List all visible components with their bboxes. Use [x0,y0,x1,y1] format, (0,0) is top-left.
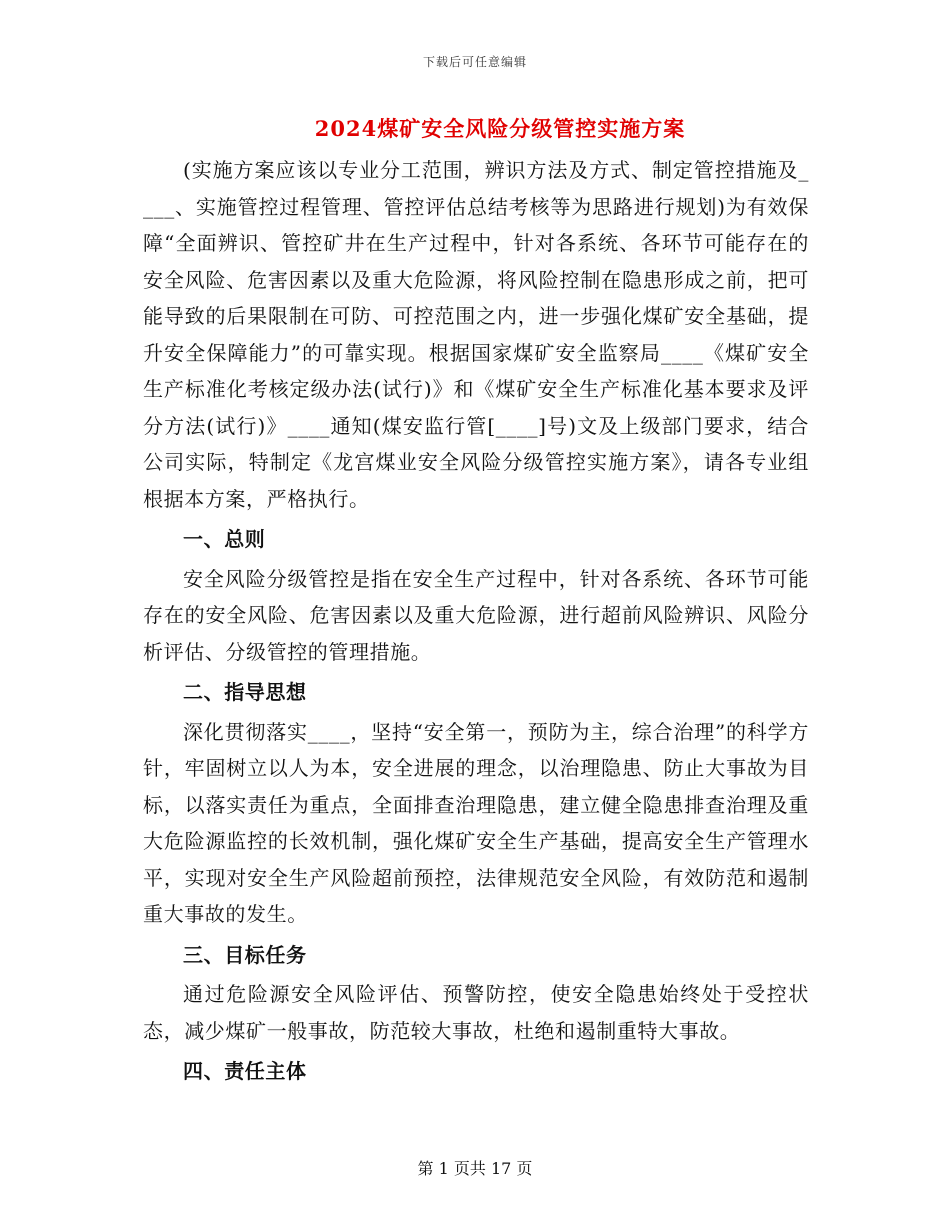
section-heading-general: 一、总则 [183,527,266,551]
page-number-footer: 第 1 页共 17 页 [417,1159,533,1178]
intro-paragraph: (实施方案应该以专业分工范围，辨识方法及方式、制定管控措施及____、实施管控过程管理、管控评估总结考核等为思路进行规划)为有效保障“全面辨识、管控矿井在生产过程中，针对各系统、各环节可能存在的安全风险、危害因素以及重大危险源，将风险控制在隐患形成之前，把可能导致的后果限制在可防、可控范围之内，进一步强化煤矿安全基础，提升安全保障能力”的可靠实现。根据国家煤矿安全监察局____《煤矿安全生产标准化考核定级办法(试行)》和《煤矿安全生产标准化基本要求及评分方法(试行)》____通知(煤安监行管[____]号)文及上级部门要求，结合公司实际，特制定《龙宫煤业安全风险分级管控实施方案》，请各专业组根据本方案，严格执行。 [143,158,809,511]
section-text-objectives: 通过危险源安全风险评估、预警防控，使安全隐患始终处于受控状态，减少煤矿一般事故，防范较大事故，杜绝和遏制重特大事故。 [143,982,809,1043]
document-title: 2024煤矿安全风险分级管控实施方案 [314,116,686,141]
section-heading-guiding-ideology: 二、指导思想 [183,680,307,704]
document-body [143,152,809,1093]
section-heading-responsible-parties: 四、责任主体 [183,1059,307,1083]
section-heading-objectives: 三、目标任务 [183,942,307,967]
header-note: 下载后可任意编辑 [422,55,527,69]
section-text-guiding-ideology: 深化贯彻落实____，坚持“安全第一，预防为主，综合治理”的科学方针，牢固树立以人为本，安全进展的理念，以治理隐患、防止大事故为目标，以落实责任为重点，全面排查治理隐患，建立健全隐患排查治理及重大危险源监控的长效机制，强化煤矿安全生产基础，提高安全生产管理水平，实现对安全生产风险超前预控，法律规范安全风险，有效防范和遏制重大事故的发生。 [143,719,809,926]
section-text-general: 安全风险分级管控是指在安全生产过程中，针对各系统、各环节可能存在的安全风险、危害因素以及重大危险源，进行超前风险辨识、风险分析评估、分级管控的管理措施。 [143,566,809,664]
